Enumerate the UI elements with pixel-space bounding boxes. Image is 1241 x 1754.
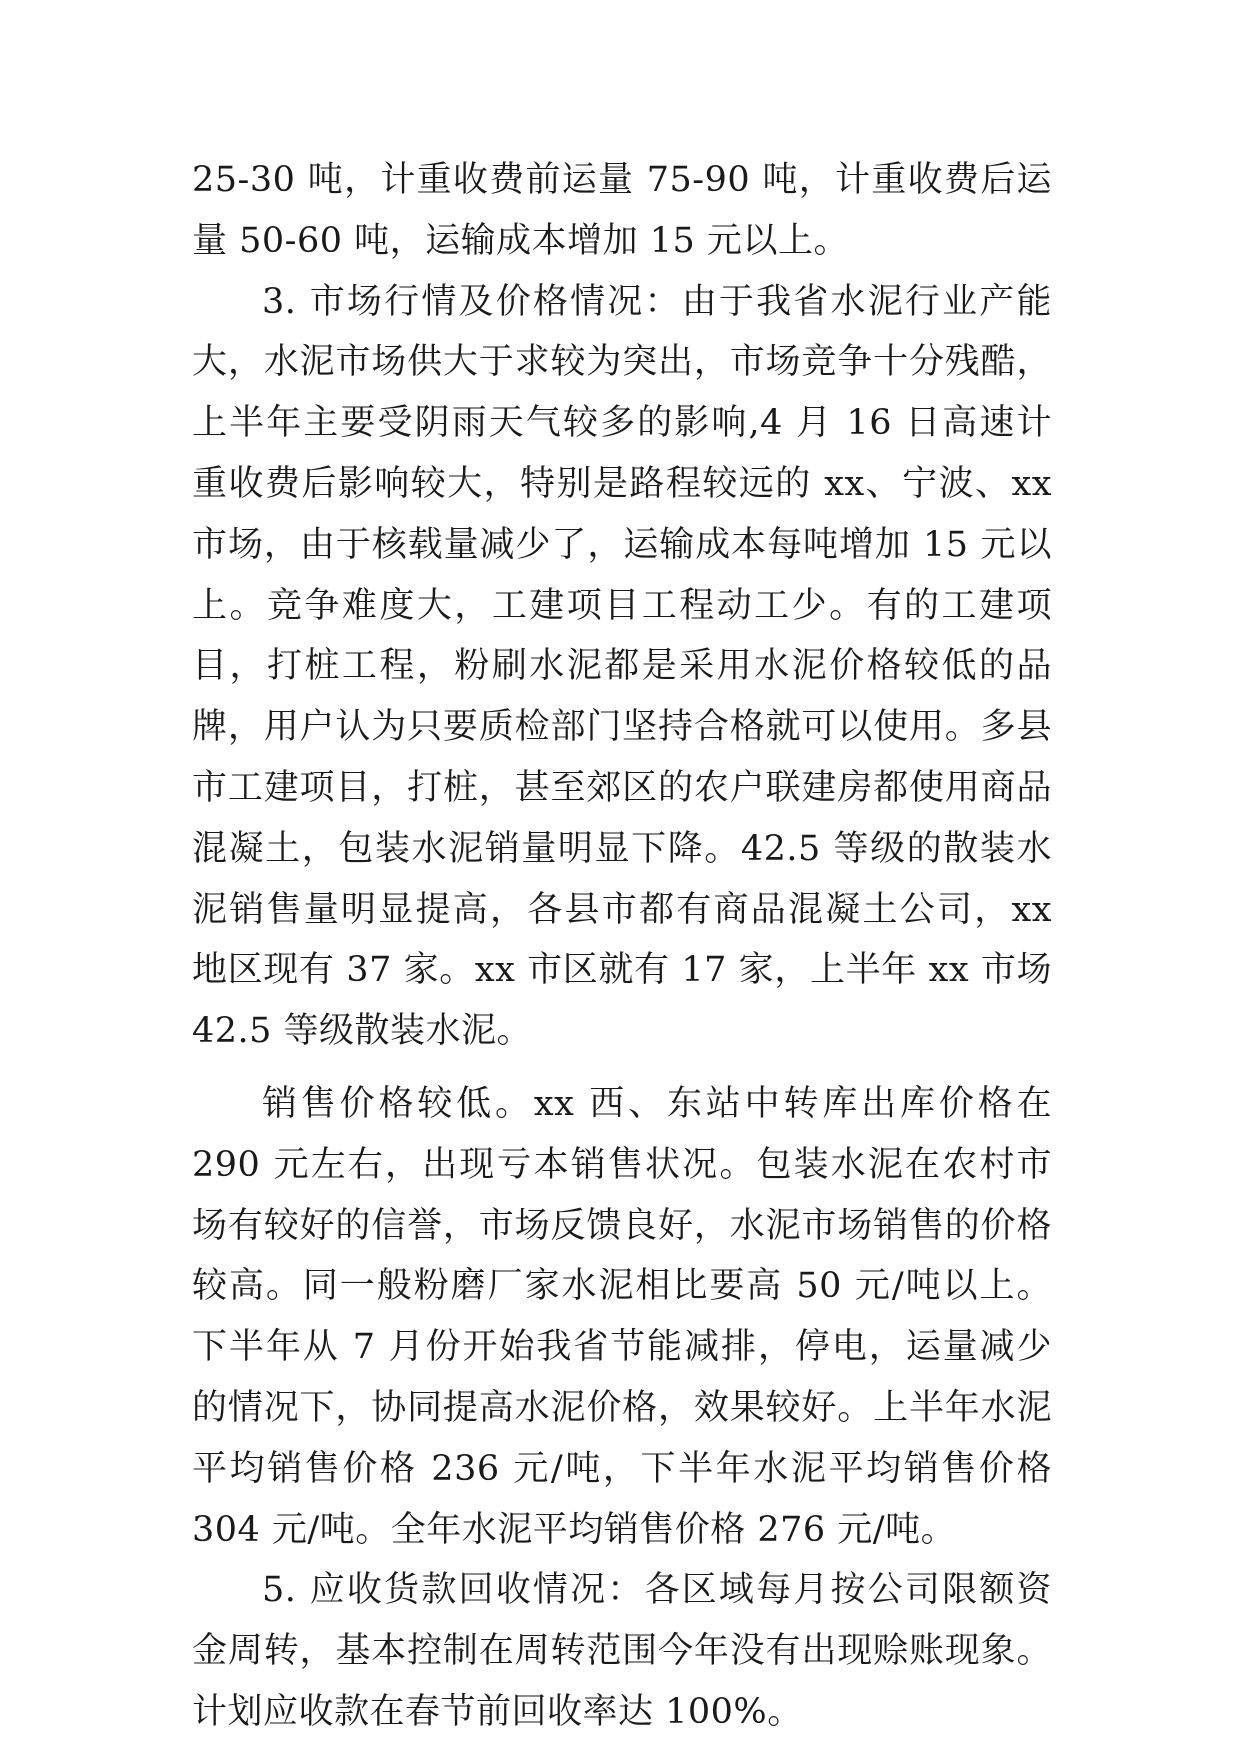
paragraph-receivables: 5. 应收货款回收情况：各区域每月按公司限额资金周转，基本控制在周转范围今年没有出现赊账现象。计划应收款在春节前回收率达 100%。 [192, 1570, 1052, 1732]
paragraph-sales-price: 销售价格较低。xx 西、东站中转库出库价格在 290 元左右，出现亏本销售状况。包装水泥在农村市场有较好的信誉，市场反馈良好，水泥市场销售的价格较高。同一般粉磨厂家水泥相比要高 50 元/吨以上。下半年从 7 月份开始我省节能减排，停电，运量减少的情况下，协同提高水泥价格，效果较好。上半年水泥平均销售价格 236 元/吨，下半年水泥平均销售价格 304 元/吨。全年水泥平均销售价格 276 元/吨。 [192, 1083, 1052, 1550]
paragraph-transport-cost: 25-30 吨，计重收费前运量 75-90 吨，计重收费后运量 50-60 吨，运输成本增加 15 元以上。 [192, 160, 1052, 261]
paragraph-market-price: 3. 市场行情及价格情况：由于我省水泥行业产能大，水泥市场供大于求较为突出，市场竞争十分残酷，上半年主要受阴雨天气较多的影响,4 月 16 日高速计重收费后影响较大，特别是路程较远的 xx、宁波、xx 市场，由于核载量减少了，运输成本每吨增加 15 元以上。竞争难度大，工建项目工程动工少。有的工建项目，打桩工程，粉刷水泥都是采用水泥价格较低的品牌，用户认为只要质检部门坚持合格就可以使用。多县市工建项目，打桩，甚至郊区的农户联建房都使用商品混凝土，包装水泥销量明显下降。42.5 等级的散装水泥销售量明显提高，各县市都有商品混凝土公司，xx 地区现有 37 家。xx 市区就有 17 家，上半年 xx 市场 42.5 等级散装水泥。 [192, 281, 1052, 1052]
document-body [192, 150, 1052, 1743]
